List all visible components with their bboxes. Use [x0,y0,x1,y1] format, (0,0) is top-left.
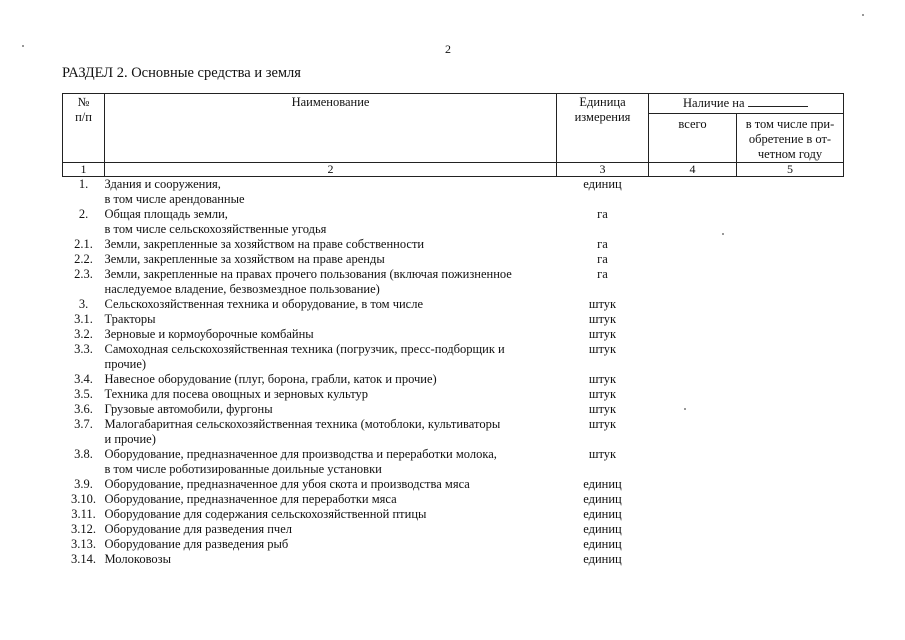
row-number: 3.1. [74,312,93,326]
table-row [63,267,844,297]
row-name: Земли, закрепленные на правах прочего пользования (включая пожизненное наследуемое владение, безвозмездное пользование) [104,267,512,296]
row-number: 3.3. [74,342,93,356]
table-row [63,552,844,567]
row-unit: га [597,252,608,266]
col-number-2: 2 [105,163,557,177]
row-name: Молоковозы [104,552,171,566]
row-name: Оборудование для разведения пчел [104,522,292,536]
table-row [63,387,844,402]
col-number-3: 3 [557,163,649,177]
row-total-value [649,237,737,252]
row-unit: штук [588,342,617,356]
header-name: Наименование [105,94,557,163]
page-number: 2 [445,42,451,56]
row-unit: единиц [583,537,622,551]
row-number: 3.14. [71,552,96,566]
table-row [63,477,844,492]
row-acquired-value [737,297,844,312]
row-acquired-value [737,507,844,522]
date-blank-line [748,94,808,107]
row-number: 3.12. [71,522,96,536]
row-unit: единиц [583,492,622,506]
row-unit: га [597,207,608,221]
row-acquired-value [737,552,844,567]
row-number: 3.13. [71,537,96,551]
row-name: Малогабаритная сельскохозяйственная техника (мотоблоки, культиваторы и прочие) [104,417,501,446]
row-acquired-value [737,252,844,267]
row-number: 3.10. [71,492,96,506]
row-name: Оборудование, предназначенное для производства и переработки молока, в том числе роботизированные доильные установки [104,447,497,476]
table-row [63,252,844,267]
row-acquired-value [737,342,844,372]
row-number: 3.2. [74,327,93,341]
row-number: 3.9. [74,477,93,491]
row-name: Земли, закрепленные за хозяйством на праве аренды [104,252,385,266]
row-acquired-value [737,387,844,402]
row-number: 1. [78,177,89,191]
row-acquired-value [737,447,844,477]
table-row [63,312,844,327]
row-total-value [649,402,737,417]
table-row [63,447,844,477]
row-unit: единиц [583,177,622,191]
row-total-value [649,477,737,492]
row-acquired-value [737,237,844,252]
row-name: Самоходная сельскохозяйственная техника (погрузчик, пресс-подборщик и прочие) [104,342,505,371]
row-name: Техника для посева овощных и зерновых культур [104,387,369,401]
row-unit: единиц [583,522,622,536]
col-number-4: 4 [649,163,737,177]
header-have-label: Наличие на [683,96,745,110]
row-unit: штук [588,312,617,326]
table-row [63,522,844,537]
row-name: Оборудование, предназначенное для переработки мяса [104,492,397,506]
row-name: Земли, закрепленные за хозяйством на праве собственности [104,237,425,251]
table-row [63,537,844,552]
header-num [63,94,105,163]
row-number: 2. [78,207,89,221]
row-number: 3.7. [74,417,93,431]
scan-speck [862,14,864,16]
row-unit: штук [588,327,617,341]
row-acquired-value [737,327,844,342]
row-acquired-value [737,492,844,507]
row-acquired-value [737,402,844,417]
row-unit: га [597,237,608,251]
row-name: Общая площадь земли, в том числе сельскохозяйственные угодья [104,207,327,236]
row-total-value [649,492,737,507]
row-number: 3.4. [74,372,93,386]
row-number: 3.5. [74,387,93,401]
table-row [63,417,844,447]
row-total-value [649,417,737,447]
row-name: Грузовые автомобили, фургоны [104,402,273,416]
header-incl [737,114,844,163]
row-unit: штук [588,297,617,311]
table-row [63,177,844,208]
row-total-value [649,522,737,537]
row-name: Оборудование для разведения рыб [104,537,289,551]
row-total-value [649,327,737,342]
row-number: 3.8. [74,447,93,461]
header-incl-label: в том числе при- обретение в от- четном году [745,117,835,161]
row-number: 2.1. [74,237,93,251]
header-unit [557,94,649,163]
table-row [63,207,844,237]
table-row [63,492,844,507]
header-num-label: № п/п [75,95,92,124]
row-total-value [649,312,737,327]
header-have [649,94,844,114]
header-unit-label: Единица измерения [574,95,631,124]
row-number: 3. [78,297,89,311]
row-total-value [649,507,737,522]
row-total-value [649,207,737,237]
scan-speck [22,45,24,47]
row-name: Зерновые и кормоуборочные комбайны [104,327,314,341]
row-acquired-value [737,477,844,492]
section-title: РАЗДЕЛ 2. Основные средства и земля [62,65,301,81]
row-unit: штук [588,402,617,416]
row-acquired-value [737,372,844,387]
table-row [63,507,844,522]
table-row [63,342,844,372]
row-name: Навесное оборудование (плуг, борона, грабли, каток и прочие) [104,372,437,386]
row-unit: единиц [583,552,622,566]
row-number: 3.6. [74,402,93,416]
table-row [63,402,844,417]
row-total-value [649,267,737,297]
row-unit: единиц [583,507,622,521]
row-acquired-value [737,537,844,552]
row-acquired-value [737,522,844,537]
row-total-value [649,552,737,567]
row-number: 2.2. [74,252,93,266]
table-row [63,297,844,312]
row-total-value [649,252,737,267]
row-acquired-value [737,312,844,327]
table-row [63,327,844,342]
row-name: Оборудование, предназначенное для убоя скота и производства мяса [104,477,470,491]
row-acquired-value [737,417,844,447]
row-unit: штук [588,387,617,401]
table-row [63,372,844,387]
table-row [63,237,844,252]
row-total-value [649,387,737,402]
assets-table [62,93,844,567]
row-acquired-value [737,177,844,208]
row-name: Здания и сооружения, в том числе арендованные [104,177,245,206]
row-number: 3.11. [71,507,96,521]
row-total-value [649,297,737,312]
row-total-value [649,342,737,372]
row-name: Оборудование для содержания сельскохозяйственной птицы [104,507,427,521]
row-unit: штук [588,447,617,461]
row-total-value [649,372,737,387]
row-total-value [649,537,737,552]
row-number: 2.3. [74,267,93,281]
row-name: Сельскохозяйственная техника и оборудование, в том числе [104,297,423,311]
row-acquired-value [737,267,844,297]
row-unit: штук [588,372,617,386]
row-unit: штук [588,417,617,431]
row-unit: га [597,267,608,281]
row-unit: единиц [583,477,622,491]
col-number-1: 1 [63,163,105,177]
row-name: Тракторы [104,312,156,326]
row-total-value [649,177,737,208]
header-total: всего [649,114,737,163]
row-acquired-value [737,207,844,237]
row-total-value [649,447,737,477]
col-number-5: 5 [737,163,844,177]
